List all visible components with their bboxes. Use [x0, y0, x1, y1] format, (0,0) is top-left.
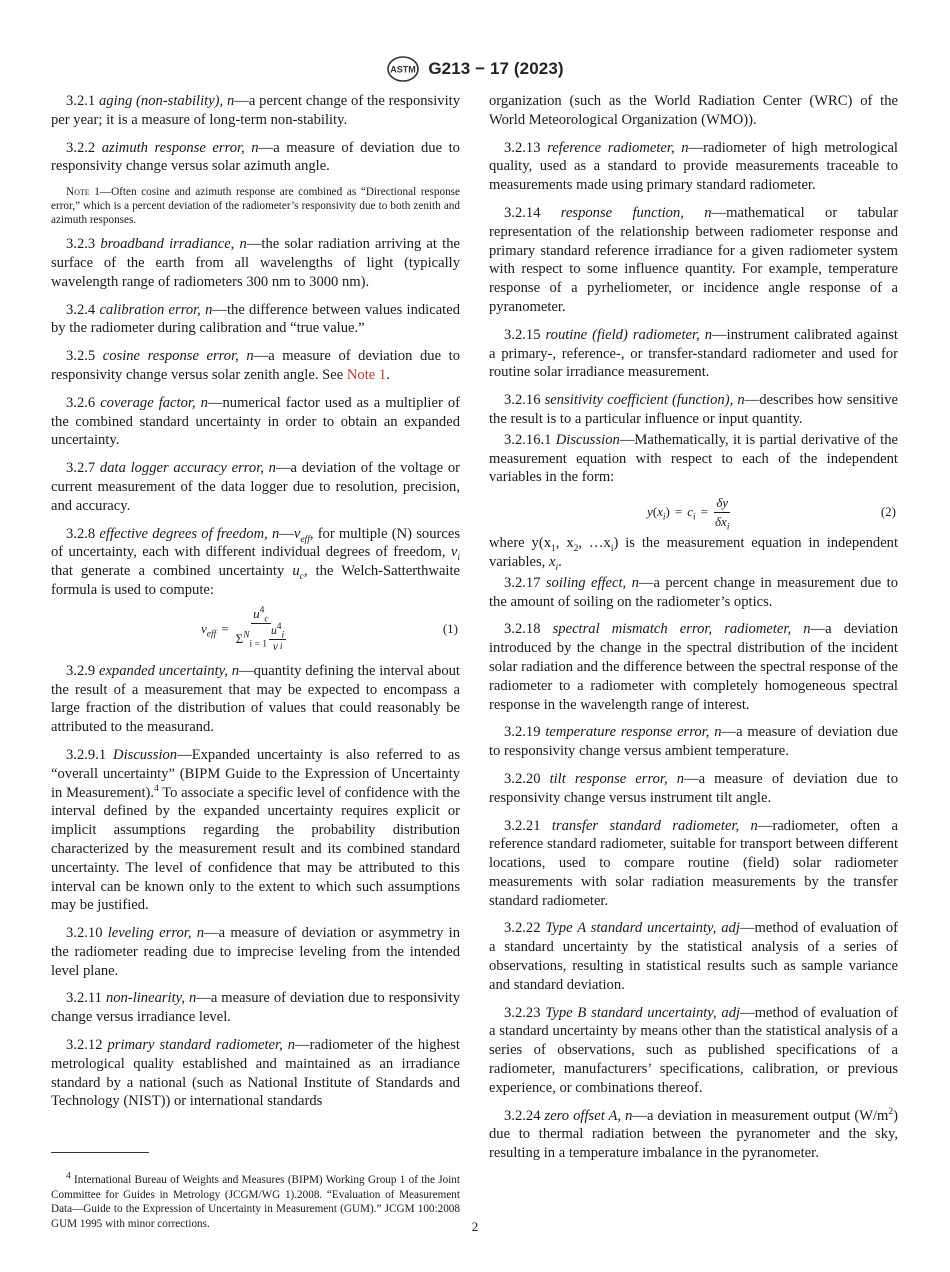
equation-1 — [51, 606, 460, 654]
note-1-link[interactable]: Note 1 — [346, 366, 387, 383]
equation-1-number: (1) — [442, 621, 458, 637]
equation-2 — [489, 495, 898, 533]
definition-3-2-11: 3.2.11 non-linearity, n—a measure of deviation due to responsivity change versus irradiance level. — [51, 990, 460, 1026]
definition-3-2-1: 3.2.1 aging (non-stability), n—a percent change of the responsivity per year; it is a measure of long-term non-stability. — [51, 93, 460, 128]
definition-3-2-14: 3.2.14 response function, n—mathematical or tabular representation of the relationship between radiometer response and primary standard reference irradiance for a given radiometer system with respect to some influence quantity. For example, temperature response of a pyrheliometer, or incidence angle response of a pyranometer. — [489, 204, 898, 315]
right-column — [489, 92, 898, 1172]
astm-logo — [386, 56, 420, 82]
equation-1-body: $v_{eff}$ = $u^4_c$ $\Sigma^N_{i = 1}$ $u^4_i$ v i — [201, 606, 288, 654]
definition-3-2-5: 3.2.5 cosine response error, n—a measure of deviation due to responsivity change versus solar zenith angle. See Note 1. — [51, 348, 460, 383]
definition-3-2-15: 3.2.15 routine (field) radiometer, n—instrument calibrated against a primary-, reference-, or transfer-standard radiometer and used for routine solar irradiance measurement. — [489, 326, 898, 381]
definition-3-2-17: 3.2.17 soiling effect, n—a percent change in measurement due to the amount of soiling on the radiometer’s optics. — [489, 574, 898, 610]
equation-1-fraction: $u^4_c$ $\Sigma^N_{i = 1}$ $u^4_i$ v i — [235, 605, 285, 653]
discussion-3-2-16-1: 3.2.16.1 Discussion—Mathematically, it is partial derivative of the measurement equation with respect to each of the independent variables in the form: — [489, 431, 898, 486]
astm-logo-text: ASTM — [390, 64, 417, 75]
left-column — [51, 92, 460, 1120]
definition-3-2-23: 3.2.23 Type B standard uncertainty, adj—method of evaluation of a standard uncertainty by means other than the statistical analysis of a series of observations, such as published specifications of a radiometer, manufacturers’ specifications, calibration, or previous experience, or combinations thereof. — [489, 1004, 899, 1096]
definition-3-2-3: 3.2.3 broadband irradiance, n—the solar radiation arriving at the surface of the earth from all wavelengths of light (typically wavelength range of radiometers 300 nm to 3000 nm). — [51, 236, 460, 290]
definition-3-2-9: 3.2.9 expanded uncertainty, n—quantity defining the interval about the result of a measurement that may be expected to encompass a large fraction of the distribution of values that could reasonably be attributed to the measurand. — [51, 662, 460, 736]
definition-3-2-13: 3.2.13 reference radiometer, n—radiometer of high metrological quality, used as a standard to provide measurements traceable to measurements made using primary standard radiometer. — [489, 139, 898, 194]
definition-3-2-12: 3.2.12 primary standard radiometer, n—radiometer of the highest metrological quality established and maintained as an irradiance standard by a national (such as National Institute of Standards and Technology (NIST)) or international standards — [51, 1037, 460, 1110]
definition-3-2-7: 3.2.7 data logger accuracy error, n—a deviation of the voltage or current measurement of the data logger due to resolution, precision, and accuracy. — [51, 460, 461, 514]
discussion-3-2-9-1: 3.2.9.1 Discussion—Expanded uncertainty is also referred to as “overall uncertainty” (BIPM Guide to the Expression of Uncertainty in Measurement).$^4$ To associate a specific level of confidence with the interval defined by the expanded uncertainty requires explicit or implicit assumptions regarding the probability distribution characterized by the measurement result and its combined standard uncertainty. The level of confidence that may be attributed to this interval can be known only to the extent to which such assumptions may be justified. — [51, 746, 460, 914]
page-header — [0, 56, 950, 82]
definition-3-2-6: 3.2.6 coverage factor, n—numerical factor used as a multiplier of the combined standard uncertainty in order to obtain an expanded uncertainty. — [51, 394, 460, 449]
definition-3-2-4: 3.2.4 calibration error, n—the difference between values indicated by the radiometer during calibration and “true value.” — [51, 301, 461, 337]
definition-3-2-22: 3.2.22 Type A standard uncertainty, adj—method of evaluation of a standard uncertainty by the statistical analysis of a series of observations, resulting in statistical results such as sample variance and standard deviation. — [489, 920, 898, 993]
equation-2-fraction: $\frac{\delta y}{\delta x_i}$ — [715, 495, 730, 533]
definition-3-2-2: 3.2.2 azimuth response error, n—a measure of deviation due to responsivity change versus solar azimuth angle. — [51, 139, 460, 175]
definition-3-2-21: 3.2.21 transfer standard radiometer, n—radiometer, often a reference standard radiometer, suitable for transport between different locations, used to compare routine (field) solar radiometer measurements with solar radiation measurements by the transfer standard radiometer. — [489, 817, 898, 909]
document-designation: G213 − 17 (2023) — [428, 59, 564, 78]
definition-3-2-24: 3.2.24 zero offset A, n—a deviation in measurement output $(W/m^2)$ due to thermal radiation between the pyranometer and the sky, resulting in a temperature imbalance in the pyranometer. — [489, 1106, 898, 1162]
definition-3-2-20: 3.2.20 tilt response error, n—a measure of deviation due to responsivity change versus instrument tilt angle. — [489, 770, 898, 806]
equation-2-body: $y(x_i)$ = $c_i$ = $\frac{\delta y}{\delta x_i}$ — [647, 495, 730, 533]
definition-3-2-10: 3.2.10 leveling error, n—a measure of deviation or asymmetry in the radiometer reading due to imprecise leveling from the intended level plane. — [51, 925, 460, 979]
footnote-ref-4[interactable]: 4 — [154, 783, 159, 794]
page-number: 2 — [471, 1219, 479, 1234]
note-1: Note 1—Often cosine and azimuth response are combined as “Directional response error,” which is a percent deviation of the radiometer’s responsivity due to both zenith and azimuth responses. — [51, 186, 460, 227]
footnote-4: $^4$ International Bureau of Weights and Measures (BIPM) Working Group 1 of the Joint Committee for Guides in Metrology (JCGM/WG 1).2008. “Evaluation of Measurement Data—Guide to the Expression of Uncertainty in Measurement (GUM).” JCGM 100:2008 GUM 1995 with minor corrections. — [51, 1171, 460, 1230]
definition-3-2-12-continued: organization (such as the World Radiation Center (WRC) of the World Meteorological Organization (WMO)). — [489, 93, 898, 128]
definition-3-2-16: 3.2.16 sensitivity coefficient (function), n—describes how sensitive the result is to a particular influence or input quantity. — [489, 392, 898, 427]
equation-2-number: (2) — [880, 504, 896, 520]
definition-3-2-8: 3.2.8 effective degrees of freedom, $n—v_{eff}$, for multiple (N) sources of uncertainty, each with different individual degrees of freedom, $v_i$ that generate a combined uncertainty $u_c$, the Welch-Satterthwaite formula is used to compute: — [51, 525, 461, 598]
footnote-divider — [51, 1152, 149, 1153]
equation-2-where: where $y(x_1$, $x_2$, $\dots x_i$) is the measurement equation in independent variables, $x_i$. — [489, 535, 899, 573]
definition-3-2-18: 3.2.18 spectral mismatch error, radiometer, n—a deviation introduced by the change in the spectral distribution of the incident solar radiation and the difference between the spectral response of the radiometer to a radiometer with completely homogeneous spectral response in the wavelength range of interest. — [489, 621, 899, 713]
definition-3-2-19: 3.2.19 temperature response error, n—a measure of deviation due to responsivity change versus ambient temperature. — [489, 724, 898, 760]
